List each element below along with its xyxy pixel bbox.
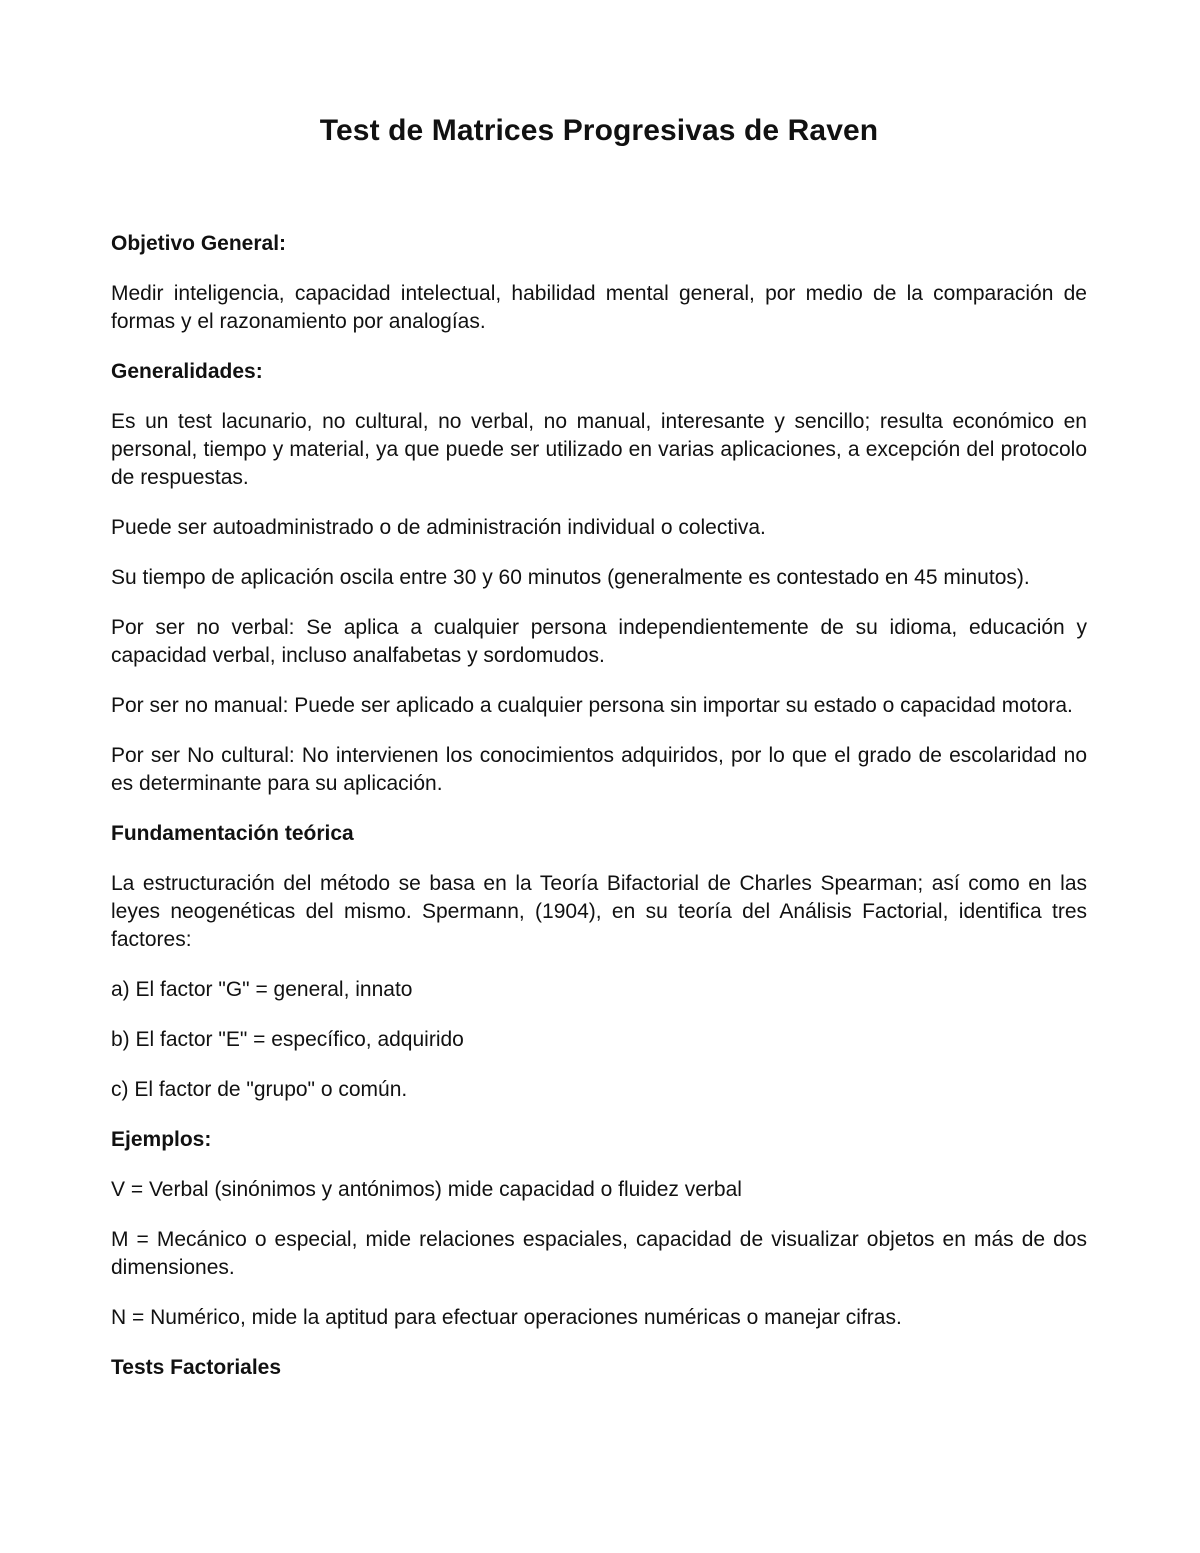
paragraph-ejemplo-mecanico: M = Mecánico o especial, mide relaciones espaciales, capacidad de visualizar objetos en más de dos dimensiones. <box>111 1228 1087 1279</box>
paragraph-generalidades-4: Por ser no verbal: Se aplica a cualquier persona independientemente de su idioma, educación y capacidad verbal, incluso analfabetas y sordomudos. <box>111 616 1087 667</box>
paragraph-objetivo: Medir inteligencia, capacidad intelectual, habilidad mental general, por medio de la comparación de formas y el razonamiento por analogías. <box>111 282 1087 333</box>
heading-objetivo-general: Objetivo General: <box>111 232 287 255</box>
list-item-factor-e: b) El factor "E" = específico, adquirido <box>111 1028 464 1051</box>
heading-generalidades: Generalidades: <box>111 360 263 383</box>
document-body <box>111 108 1087 1382</box>
paragraph-ejemplo-verbal: V = Verbal (sinónimos y antónimos) mide capacidad o fluidez verbal <box>111 1178 742 1201</box>
paragraph-generalidades-2: Puede ser autoadministrado o de administración individual o colectiva. <box>111 516 766 539</box>
heading-fundamentacion: Fundamentación teórica <box>111 822 354 845</box>
document-title: Test de Matrices Progresivas de Raven <box>319 114 879 147</box>
paragraph-generalidades-6: Por ser No cultural: No intervienen los conocimientos adquiridos, por lo que el grado de escolaridad no es determinante para su aplicación. <box>111 744 1087 795</box>
list-item-factor-grupo: c) El factor de "grupo" o común. <box>111 1078 408 1101</box>
paragraph-generalidades-3: Su tiempo de aplicación oscila entre 30 y 60 minutos (generalmente es contestado en 45 minutos). <box>111 566 1030 589</box>
paragraph-fundamentacion-1: La estructuración del método se basa en la Teoría Bifactorial de Charles Spearman; así como en las leyes neogenéticas del mismo. Spermann, (1904), en su teoría del Análisis Factorial, identifica tres factores: <box>111 872 1087 951</box>
heading-ejemplos: Ejemplos: <box>111 1128 212 1151</box>
paragraph-generalidades-1: Es un test lacunario, no cultural, no verbal, no manual, interesante y sencillo; resulta económico en personal, tiempo y material, ya que puede ser utilizado en varias aplicaciones, a excepción del protocolo de respuestas. <box>111 410 1087 489</box>
list-item-factor-g: a) El factor "G" = general, innato <box>111 978 413 1001</box>
paragraph-generalidades-5: Por ser no manual: Puede ser aplicado a cualquier persona sin importar su estado o capacidad motora. <box>111 694 1073 717</box>
heading-tests-factoriales: Tests Factoriales <box>111 1356 282 1379</box>
paragraph-ejemplo-numerico: N = Numérico, mide la aptitud para efectuar operaciones numéricas o manejar cifras. <box>111 1306 902 1329</box>
